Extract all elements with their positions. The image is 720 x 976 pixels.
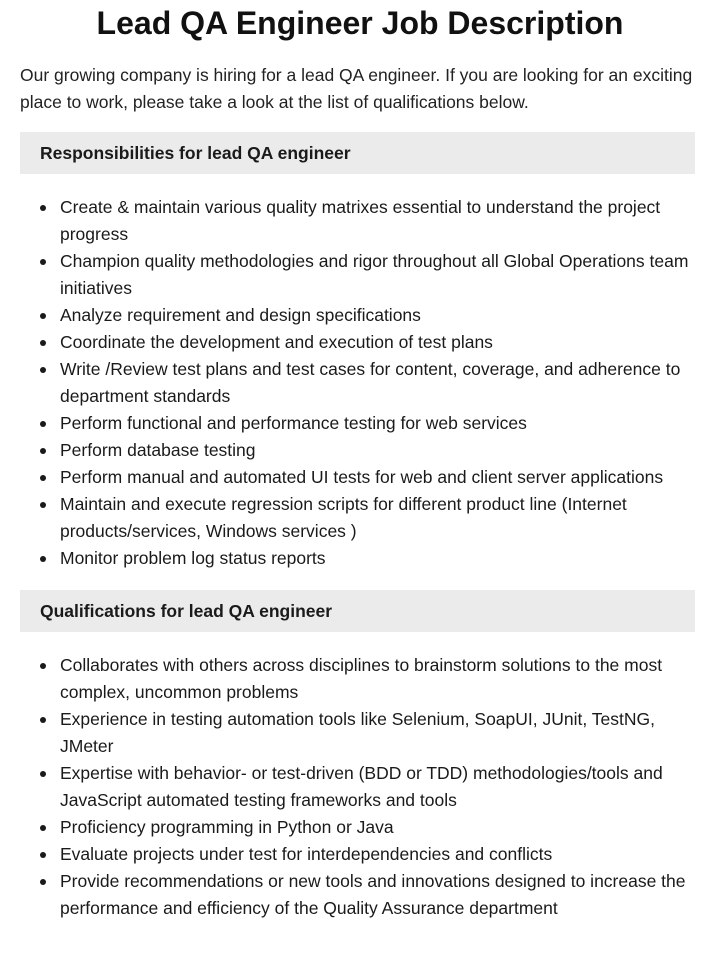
bullet-icon <box>40 556 46 562</box>
bullet-icon <box>40 367 46 373</box>
responsibilities-heading: Responsibilities for lead QA engineer <box>20 132 695 174</box>
bullet-icon <box>40 771 46 777</box>
list-item-text: Expertise with behavior- or test-driven (BDD or TDD) methodologies/tools and JavaScript automated testing frameworks and tools <box>60 763 663 810</box>
bullet-icon <box>40 475 46 481</box>
list-item <box>20 410 696 437</box>
bullet-icon <box>40 340 46 346</box>
bullet-icon <box>40 313 46 319</box>
list-item <box>20 329 696 356</box>
list-item <box>20 760 696 814</box>
bullet-icon <box>40 421 46 427</box>
list-item-text: Experience in testing automation tools like Selenium, SoapUI, JUnit, TestNG, JMeter <box>60 709 655 756</box>
list-item-text: Proficiency programming in Python or Java <box>60 817 394 837</box>
list-item <box>20 248 696 302</box>
bullet-icon <box>40 205 46 211</box>
list-item-text: Champion quality methodologies and rigor throughout all Global Operations team initiatives <box>60 251 689 298</box>
list-item <box>20 356 696 410</box>
qualifications-list <box>20 652 696 922</box>
qualifications-heading: Qualifications for lead QA engineer <box>20 590 695 632</box>
list-item <box>20 814 696 841</box>
list-item <box>20 491 696 545</box>
page-title: Lead QA Engineer Job Description <box>96 5 624 41</box>
list-item-text: Perform manual and automated UI tests for web and client server applications <box>60 467 664 487</box>
list-item-text: Collaborates with others across disciplines to brainstorm solutions to the most complex, uncommon problems <box>60 655 663 702</box>
list-item-text: Create & maintain various quality matrixes essential to understand the project progress <box>60 197 661 244</box>
list-item-text: Coordinate the development and execution of test plans <box>60 332 493 352</box>
list-item-text: Monitor problem log status reports <box>60 548 326 568</box>
list-item-text: Write /Review test plans and test cases for content, coverage, and adherence to department standards <box>60 359 681 406</box>
responsibilities-list <box>20 194 696 572</box>
list-item-text: Perform functional and performance testing for web services <box>60 413 527 433</box>
bullet-icon <box>40 852 46 858</box>
list-item <box>20 868 696 922</box>
bullet-icon <box>40 259 46 265</box>
list-item-text: Provide recommendations or new tools and innovations designed to increase the performance and efficiency of the Quality Assurance department <box>60 871 686 918</box>
bullet-icon <box>40 448 46 454</box>
list-item-text: Analyze requirement and design specifications <box>60 305 421 325</box>
list-item <box>20 652 696 706</box>
bullet-icon <box>40 825 46 831</box>
list-item-text: Maintain and execute regression scripts for different product line (Internet products/services, Windows services ) <box>60 494 627 541</box>
list-item-text: Perform database testing <box>60 440 256 460</box>
list-item <box>20 841 696 868</box>
intro-paragraph: Our growing company is hiring for a lead QA engineer. If you are looking for an exciting place to work, please take a look at the list of qualifications below. <box>20 65 693 112</box>
bullet-icon <box>40 502 46 508</box>
list-item <box>20 194 696 248</box>
list-item-text: Evaluate projects under test for interdependencies and conflicts <box>60 844 553 864</box>
list-item <box>20 302 696 329</box>
list-item <box>20 706 696 760</box>
list-item <box>20 545 696 572</box>
list-item <box>20 437 696 464</box>
bullet-icon <box>40 717 46 723</box>
bullet-icon <box>40 879 46 885</box>
list-item <box>20 464 696 491</box>
bullet-icon <box>40 663 46 669</box>
